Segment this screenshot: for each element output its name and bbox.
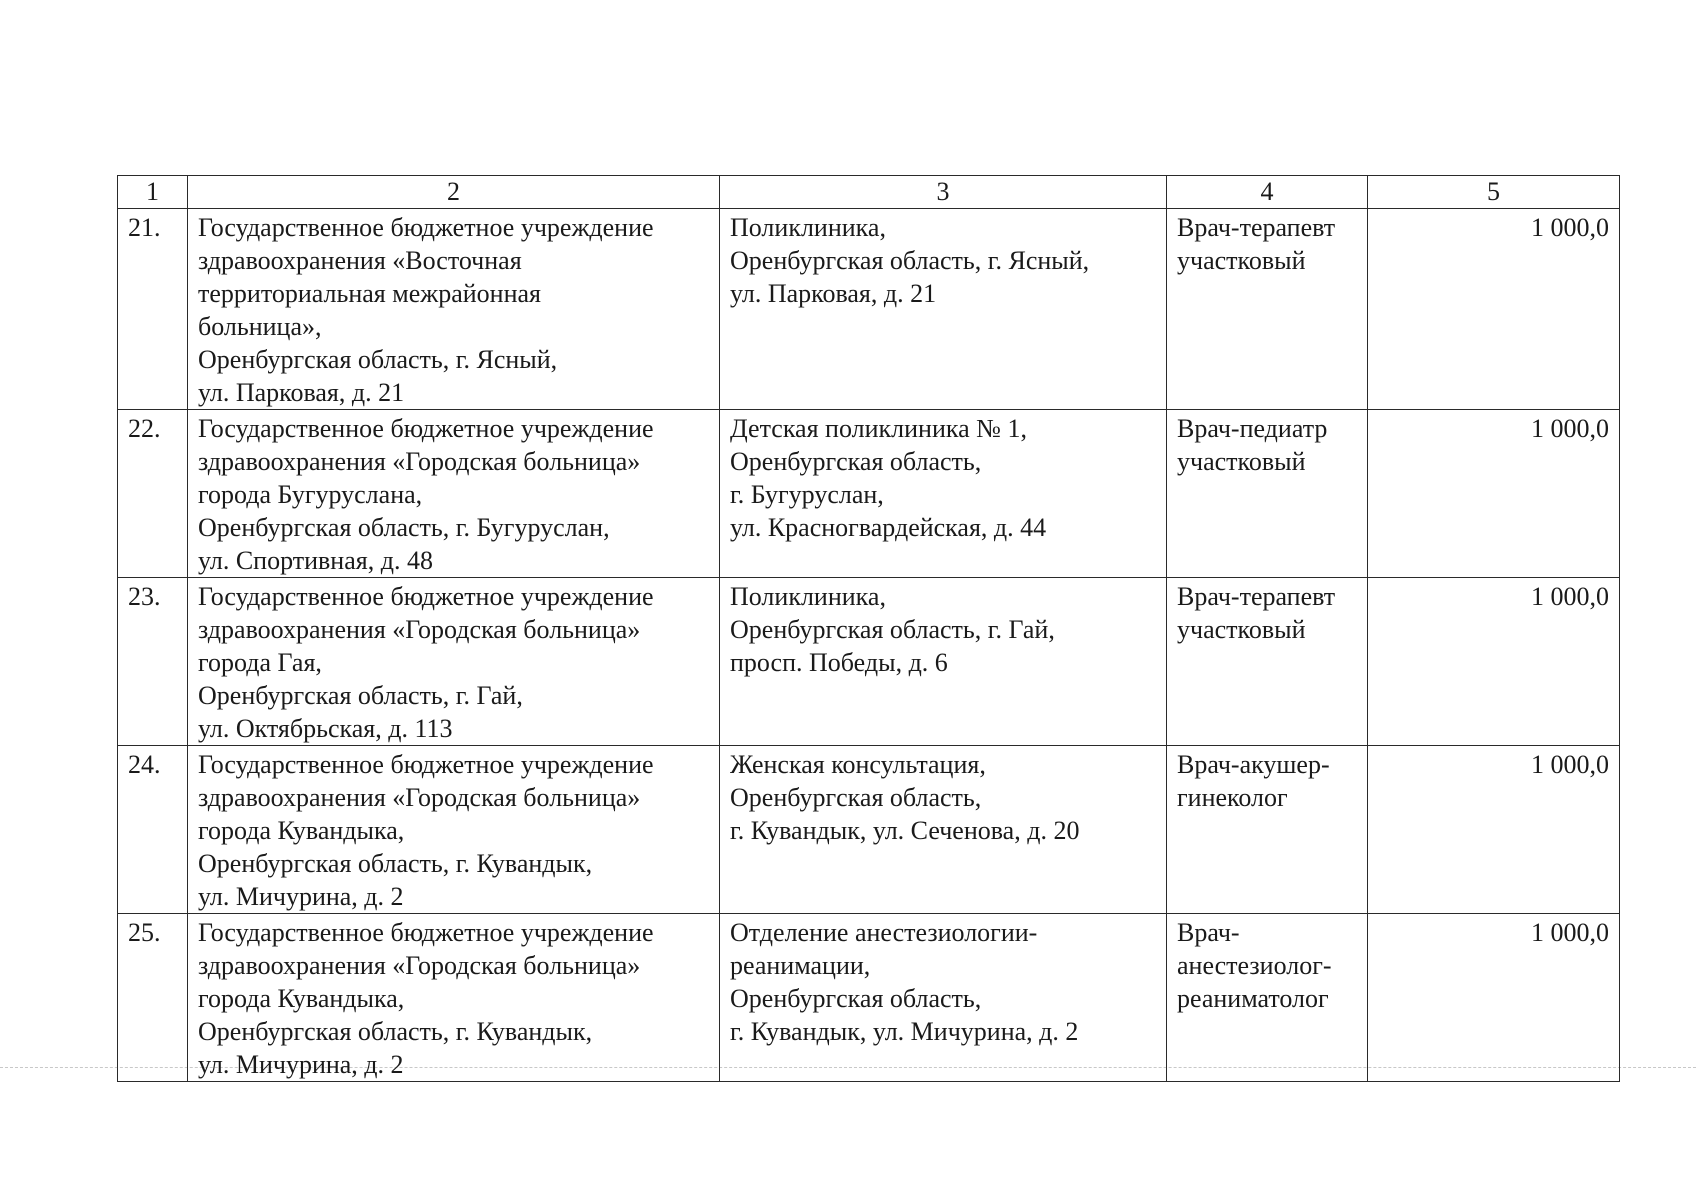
institution-cell: Государственное бюджетное учреждение здравоохранения «Городская больница» города Кувандыка, Оренбургская область, г. Кувандык, ул. Мичурина, д. 2 (188, 914, 720, 1082)
table-row (118, 578, 1620, 746)
table-row (118, 410, 1620, 578)
header-cell-col3: 3 (720, 176, 1167, 209)
document-table (117, 175, 1620, 1082)
amount-cell: 1 000,0 (1368, 578, 1620, 746)
row-number: 22. (118, 410, 188, 578)
row-number: 21. (118, 209, 188, 410)
table-row (118, 209, 1620, 410)
header-cell-col4: 4 (1167, 176, 1368, 209)
header-cell-col5: 5 (1368, 176, 1620, 209)
position-cell: Врач-акушер- гинеколог (1167, 746, 1368, 914)
amount-cell: 1 000,0 (1368, 410, 1620, 578)
unit-cell: Поликлиника, Оренбургская область, г. Гай, просп. Победы, д. 6 (720, 578, 1167, 746)
row-number: 24. (118, 746, 188, 914)
header-cell-col1: 1 (118, 176, 188, 209)
position-cell: Врач-терапевт участковый (1167, 209, 1368, 410)
institution-cell: Государственное бюджетное учреждение здравоохранения «Городская больница» города Кувандыка, Оренбургская область, г. Кувандык, ул. Мичурина, д. 2 (188, 746, 720, 914)
institution-cell: Государственное бюджетное учреждение здравоохранения «Восточная территориальная межрайонная больница», Оренбургская область, г. Ясный, ул. Парковая, д. 21 (188, 209, 720, 410)
position-cell: Врач-терапевт участковый (1167, 578, 1368, 746)
institution-cell: Государственное бюджетное учреждение здравоохранения «Городская больница» города Бугуруслана, Оренбургская область, г. Бугуруслан, ул. Спортивная, д. 48 (188, 410, 720, 578)
unit-cell: Женская консультация, Оренбургская область, г. Кувандык, ул. Сеченова, д. 20 (720, 746, 1167, 914)
row-number: 25. (118, 914, 188, 1082)
unit-cell: Детская поликлиника № 1, Оренбургская область, г. Бугуруслан, ул. Красногвардейская, д. 44 (720, 410, 1167, 578)
table-header-row (118, 176, 1620, 209)
amount-cell: 1 000,0 (1368, 746, 1620, 914)
position-cell: Врач-педиатр участковый (1167, 410, 1368, 578)
position-cell: Врач- анестезиолог- реаниматолог (1167, 914, 1368, 1082)
unit-cell: Отделение анестезиологии- реанимации, Оренбургская область, г. Кувандык, ул. Мичурина, д. 2 (720, 914, 1167, 1082)
table-row (118, 746, 1620, 914)
table-row (118, 914, 1620, 1082)
amount-cell: 1 000,0 (1368, 914, 1620, 1082)
unit-cell: Поликлиника, Оренбургская область, г. Ясный, ул. Парковая, д. 21 (720, 209, 1167, 410)
header-cell-col2: 2 (188, 176, 720, 209)
row-number: 23. (118, 578, 188, 746)
amount-cell: 1 000,0 (1368, 209, 1620, 410)
institution-cell: Государственное бюджетное учреждение здравоохранения «Городская больница» города Гая, Оренбургская область, г. Гай, ул. Октябрьская, д. 113 (188, 578, 720, 746)
